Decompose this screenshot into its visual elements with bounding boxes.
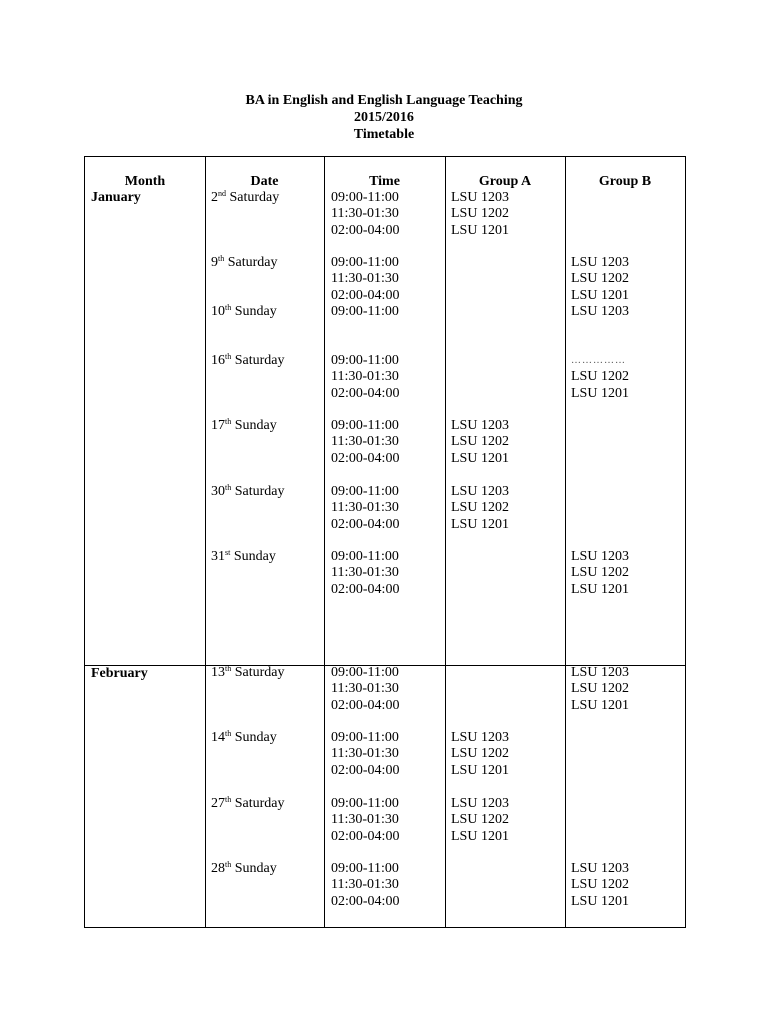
time-slot: 02:00-04:00	[331, 385, 400, 401]
header-date: Date	[250, 174, 279, 189]
group-a-cell	[451, 190, 509, 239]
document-title	[0, 92, 768, 143]
time-slot: 09:00-11:00	[331, 549, 399, 564]
course-code: LSU 1203	[571, 549, 629, 564]
course-code: LSU 1202	[451, 206, 509, 222]
course-code: LSU 1203	[571, 304, 629, 319]
month-february: February	[91, 666, 148, 681]
course-code: LSU 1203	[451, 730, 509, 745]
time-slot: 09:00-11:00	[331, 304, 399, 319]
course-code: LSU 1201	[451, 762, 509, 778]
time-slot: 09:00-11:00	[331, 484, 399, 499]
time-slot: 02:00-04:00	[331, 581, 400, 597]
session-date	[211, 549, 276, 565]
group-b-cell	[571, 353, 629, 402]
date-cell	[211, 549, 276, 565]
header-month: Month	[124, 174, 166, 189]
time-slot: 09:00-11:00	[331, 190, 399, 205]
date-weekday: Saturday	[234, 796, 285, 811]
date-weekday: Saturday	[234, 484, 285, 499]
course-code: LSU 1202	[571, 565, 629, 581]
course-code: LSU 1201	[571, 893, 629, 909]
time-slot: 11:30-01:30	[331, 206, 399, 222]
column-divider	[445, 157, 446, 927]
date-weekday: Sunday	[233, 549, 276, 564]
date-number: 10	[211, 304, 225, 319]
time-slot: 02:00-04:00	[331, 516, 400, 532]
time-slot: 02:00-04:00	[331, 828, 400, 844]
time-slot: 02:00-04:00	[331, 287, 400, 303]
time-slot: 02:00-04:00	[331, 893, 400, 909]
header-time: Time	[369, 174, 400, 189]
date-cell	[211, 796, 285, 812]
course-code: LSU 1201	[571, 697, 629, 713]
date-weekday: Saturday	[234, 665, 285, 680]
date-weekday: Saturday	[227, 255, 278, 270]
date-cell	[211, 861, 277, 877]
time-cell	[331, 665, 399, 714]
date-cell	[211, 665, 285, 681]
column-divider	[205, 157, 206, 927]
course-code: LSU 1203	[571, 665, 629, 680]
date-suffix: th	[225, 483, 232, 492]
date-cell	[211, 353, 285, 369]
date-suffix: th	[225, 352, 232, 361]
time-cell	[331, 484, 399, 533]
date-cell	[211, 730, 277, 746]
date-number: 13	[211, 665, 225, 680]
date-suffix: th	[225, 417, 232, 426]
group-a-cell	[451, 418, 509, 467]
group-a-cell	[451, 796, 509, 845]
date-suffix: st	[225, 548, 231, 557]
course-code: LSU 1201	[451, 222, 509, 238]
course-code: LSU 1202	[451, 812, 509, 828]
time-slot: 11:30-01:30	[331, 434, 399, 450]
date-number: 9	[211, 255, 218, 270]
date-suffix: th	[218, 254, 225, 263]
date-cell	[211, 484, 285, 500]
group-a-cell	[451, 730, 509, 779]
group-b-cell	[571, 255, 629, 304]
date-weekday: Saturday	[229, 190, 280, 205]
time-slot: 11:30-01:30	[331, 681, 399, 697]
time-slot: 09:00-11:00	[331, 665, 399, 680]
date-cell	[211, 304, 277, 320]
group-a-cell	[451, 484, 509, 533]
date-number: 14	[211, 730, 225, 745]
course-code: LSU 1201	[451, 516, 509, 532]
month-january: January	[91, 190, 141, 205]
time-cell	[331, 796, 399, 845]
time-slot: 09:00-11:00	[331, 418, 399, 433]
time-slot: 02:00-04:00	[331, 450, 400, 466]
time-slot: 02:00-04:00	[331, 762, 400, 778]
column-divider	[565, 157, 566, 927]
date-number: 16	[211, 353, 225, 368]
date-number: 28	[211, 861, 225, 876]
date-number: 31	[211, 549, 225, 564]
date-suffix: th	[225, 303, 232, 312]
title-program: BA in English and English Language Teaching	[245, 93, 523, 108]
course-code: LSU 1203	[571, 861, 629, 876]
time-slot: 09:00-11:00	[331, 861, 399, 876]
date-cell	[211, 255, 278, 271]
date-weekday: Saturday	[234, 353, 285, 368]
timetable-table	[84, 156, 686, 928]
course-code: LSU 1202	[571, 877, 629, 893]
time-slot: 09:00-11:00	[331, 255, 399, 270]
time-slot: 09:00-11:00	[331, 353, 399, 368]
date-suffix: th	[225, 664, 232, 673]
session-date	[211, 796, 285, 812]
date-number: 2	[211, 190, 218, 205]
date-weekday: Sunday	[234, 418, 277, 433]
time-cell	[331, 549, 399, 598]
course-code: LSU 1201	[571, 581, 629, 597]
time-slot: 11:30-01:30	[331, 565, 399, 581]
time-slot: 11:30-01:30	[331, 812, 399, 828]
session-date	[211, 255, 278, 271]
title-timetable: Timetable	[353, 127, 415, 142]
date-weekday: Sunday	[234, 304, 277, 319]
time-cell	[331, 353, 399, 402]
session-date	[211, 861, 277, 877]
course-code: LSU 1202	[451, 746, 509, 762]
time-cell	[331, 255, 399, 304]
group-b-cell	[571, 549, 629, 598]
course-code: LSU 1202	[451, 434, 509, 450]
time-cell	[331, 418, 399, 467]
session-date	[211, 665, 285, 681]
time-slot: 02:00-04:00	[331, 222, 400, 238]
session-date	[211, 190, 279, 206]
date-number: 30	[211, 484, 225, 499]
course-code: LSU 1201	[451, 450, 509, 466]
course-code: LSU 1203	[571, 255, 629, 270]
time-slot: 09:00-11:00	[331, 730, 399, 745]
time-cell	[331, 304, 399, 320]
session-date	[211, 304, 277, 320]
course-code: LSU 1201	[571, 385, 629, 401]
course-code: LSU 1201	[571, 287, 629, 303]
course-code: LSU 1202	[571, 681, 629, 697]
time-slot: 02:00-04:00	[331, 697, 400, 713]
date-suffix: th	[225, 795, 232, 804]
group-b-cell	[571, 665, 629, 714]
header-group-b: Group B	[598, 174, 652, 189]
title-year: 2015/2016	[354, 110, 414, 125]
date-suffix: nd	[218, 189, 226, 198]
time-slot: 11:30-01:30	[331, 746, 399, 762]
date-suffix: th	[225, 729, 232, 738]
group-b-cell	[571, 861, 629, 910]
course-code: LSU 1203	[451, 796, 509, 811]
time-cell	[331, 861, 399, 910]
date-weekday: Sunday	[234, 861, 277, 876]
time-slot: 09:00-11:00	[331, 796, 399, 811]
time-slot: 11:30-01:30	[331, 271, 399, 287]
session-date	[211, 484, 285, 500]
time-slot: 11:30-01:30	[331, 500, 399, 516]
date-number: 27	[211, 796, 225, 811]
date-cell	[211, 190, 279, 206]
date-suffix: th	[225, 860, 232, 869]
course-code: LSU 1203	[451, 190, 509, 205]
date-weekday: Sunday	[234, 730, 277, 745]
session-date	[211, 730, 277, 746]
time-slot: 11:30-01:30	[331, 877, 399, 893]
date-number: 17	[211, 418, 225, 433]
time-cell	[331, 190, 399, 239]
course-code: LSU 1201	[451, 828, 509, 844]
course-code: ……………	[571, 355, 626, 366]
column-divider	[324, 157, 325, 927]
course-code: LSU 1202	[571, 369, 629, 385]
course-code: LSU 1203	[451, 484, 509, 499]
date-cell	[211, 418, 277, 434]
group-b-cell	[571, 304, 629, 320]
time-slot: 11:30-01:30	[331, 369, 399, 385]
course-code: LSU 1202	[571, 271, 629, 287]
header-group-a: Group A	[478, 174, 532, 189]
course-code: LSU 1202	[451, 500, 509, 516]
time-cell	[331, 730, 399, 779]
session-date	[211, 418, 277, 434]
session-date	[211, 353, 285, 369]
course-code: LSU 1203	[451, 418, 509, 433]
